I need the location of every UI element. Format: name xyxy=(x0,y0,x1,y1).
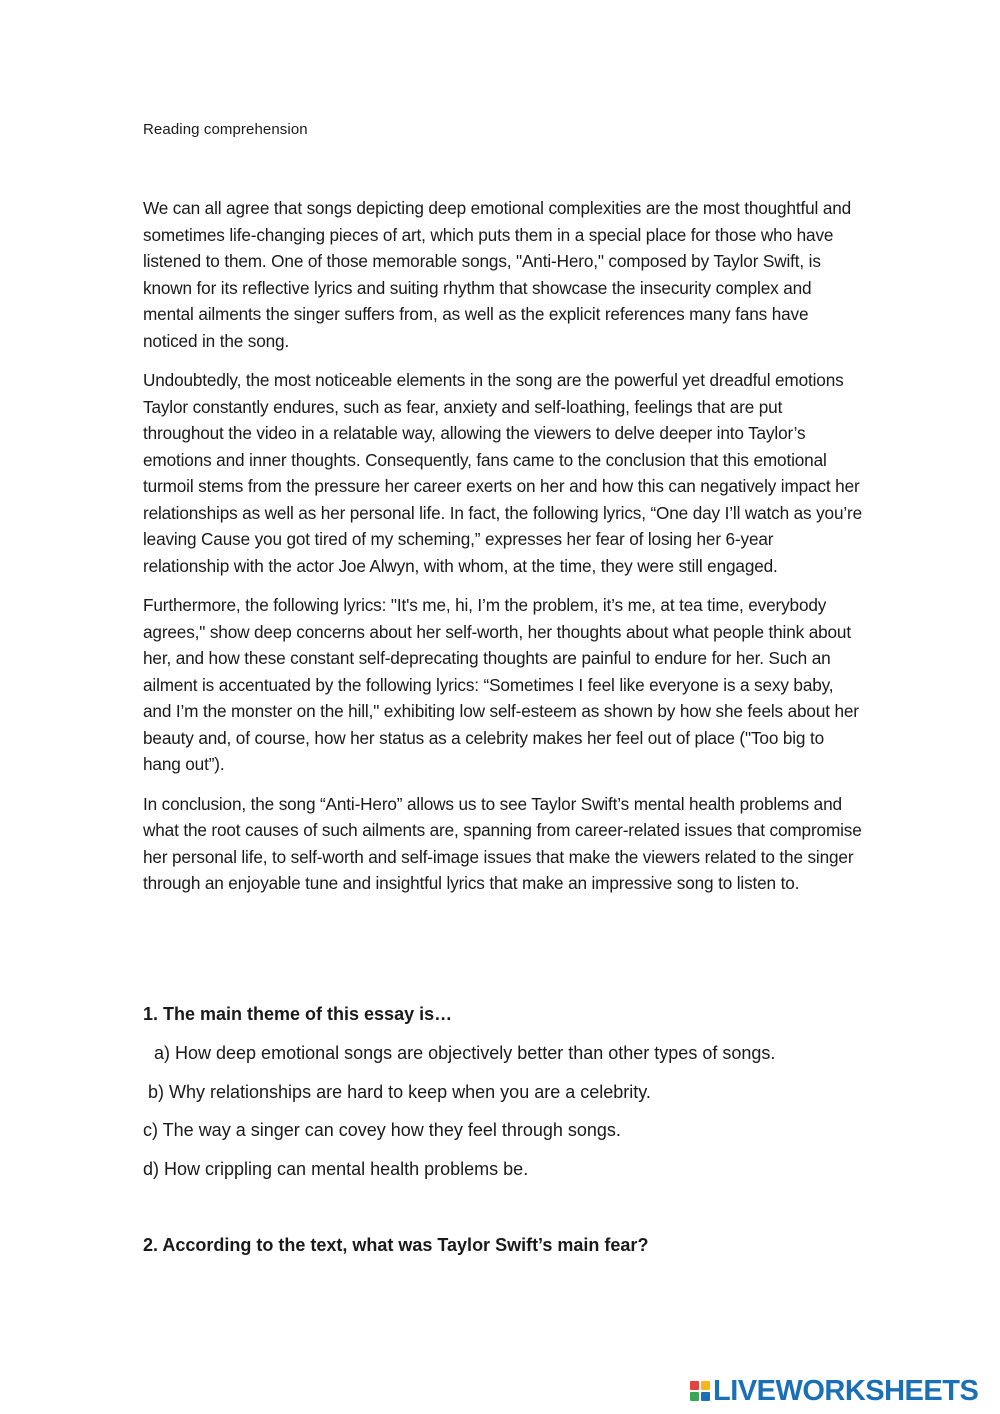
essay-paragraph: In conclusion, the song “Anti-Hero” allows us to see Taylor Swift’s mental health problems and what the root causes of such ailments are, spanning from career-related issues that compromise her personal life, to self-worth and self-image issues that make the viewers related to the singer through an enjoyable tune and insightful lyrics that make an impressive song to listen to. xyxy=(143,793,862,893)
option-b[interactable]: b) Why relationships are hard to keep when you are a celebrity. xyxy=(148,1081,651,1102)
logo-square-blue xyxy=(701,1392,710,1401)
logo-square-yellow xyxy=(701,1381,710,1390)
option-c[interactable]: c) The way a singer can covey how they feel through songs. xyxy=(143,1120,621,1140)
liveworksheets-logo xyxy=(690,1376,978,1406)
logo-square-green xyxy=(690,1392,699,1401)
question-1-options xyxy=(143,1042,903,1196)
liveworksheets-logo-icon xyxy=(690,1381,710,1401)
question-1-prompt: 1. The main theme of this essay is… xyxy=(143,1004,453,1024)
essay-paragraph: We can all agree that songs depicting deep emotional complexities are the most thoughtful and sometimes life-changing pieces of art, which puts them in a special place for those who have listened to them. One of those memorable songs, "Anti-Hero," composed by Taylor Swift, is known for its reflective lyrics and suiting rhythm that showcase the insecurity complex and mental ailments the singer suffers from, as well as the explicit references many fans have noticed in the song. xyxy=(143,198,852,351)
logo-square-red xyxy=(690,1381,699,1390)
question-2-prompt: 2. According to the text, what was Taylor Swift’s main fear? xyxy=(143,1235,649,1255)
brand-name: LIVEWORKSHEETS xyxy=(713,1374,979,1407)
essay-paragraph: Furthermore, the following lyrics: "It's me, hi, I’m the problem, it’s me, at tea time, everybody agrees," show deep concerns about her self-worth, her thoughts about what people think about her, and how these constant self-deprecating thoughts are painful to endure for her. Such an ailment is accentuated by the following lyrics: “Sometimes I feel like everyone is a sexy baby, and I’m the monster on the hill," exhibiting low self-esteem as shown by how she feels about her beauty and, of course, how her status as a celebrity makes her feel out of place ("Too big to hang out”). xyxy=(143,595,859,774)
essay-paragraph: Undoubtedly, the most noticeable elements in the song are the powerful yet dreadful emotions Taylor constantly endures, such as fear, anxiety and self-loathing, feelings that are put throughout the video in a relatable way, allowing the viewers to delve deeper into Taylor’s emotions and inner thoughts. Consequently, fans came to the conclusion that this emotional turmoil stems from the pressure her career exerts on her and how this can negatively impact her relationships as well as her personal life. In fact, the following lyrics, “One day I’ll watch as you’re leaving Cause you got tired of my scheming,” expresses her fear of losing her 6-year relationship with the actor Joe Alwyn, with whom, at the time, they were still engaged. xyxy=(143,370,863,576)
document-title: Reading comprehension xyxy=(143,121,308,138)
essay-text xyxy=(143,195,863,910)
option-a[interactable]: a) How deep emotional songs are objectively better than other types of songs. xyxy=(154,1043,776,1063)
option-d[interactable]: d) How crippling can mental health problems be. xyxy=(143,1158,529,1179)
